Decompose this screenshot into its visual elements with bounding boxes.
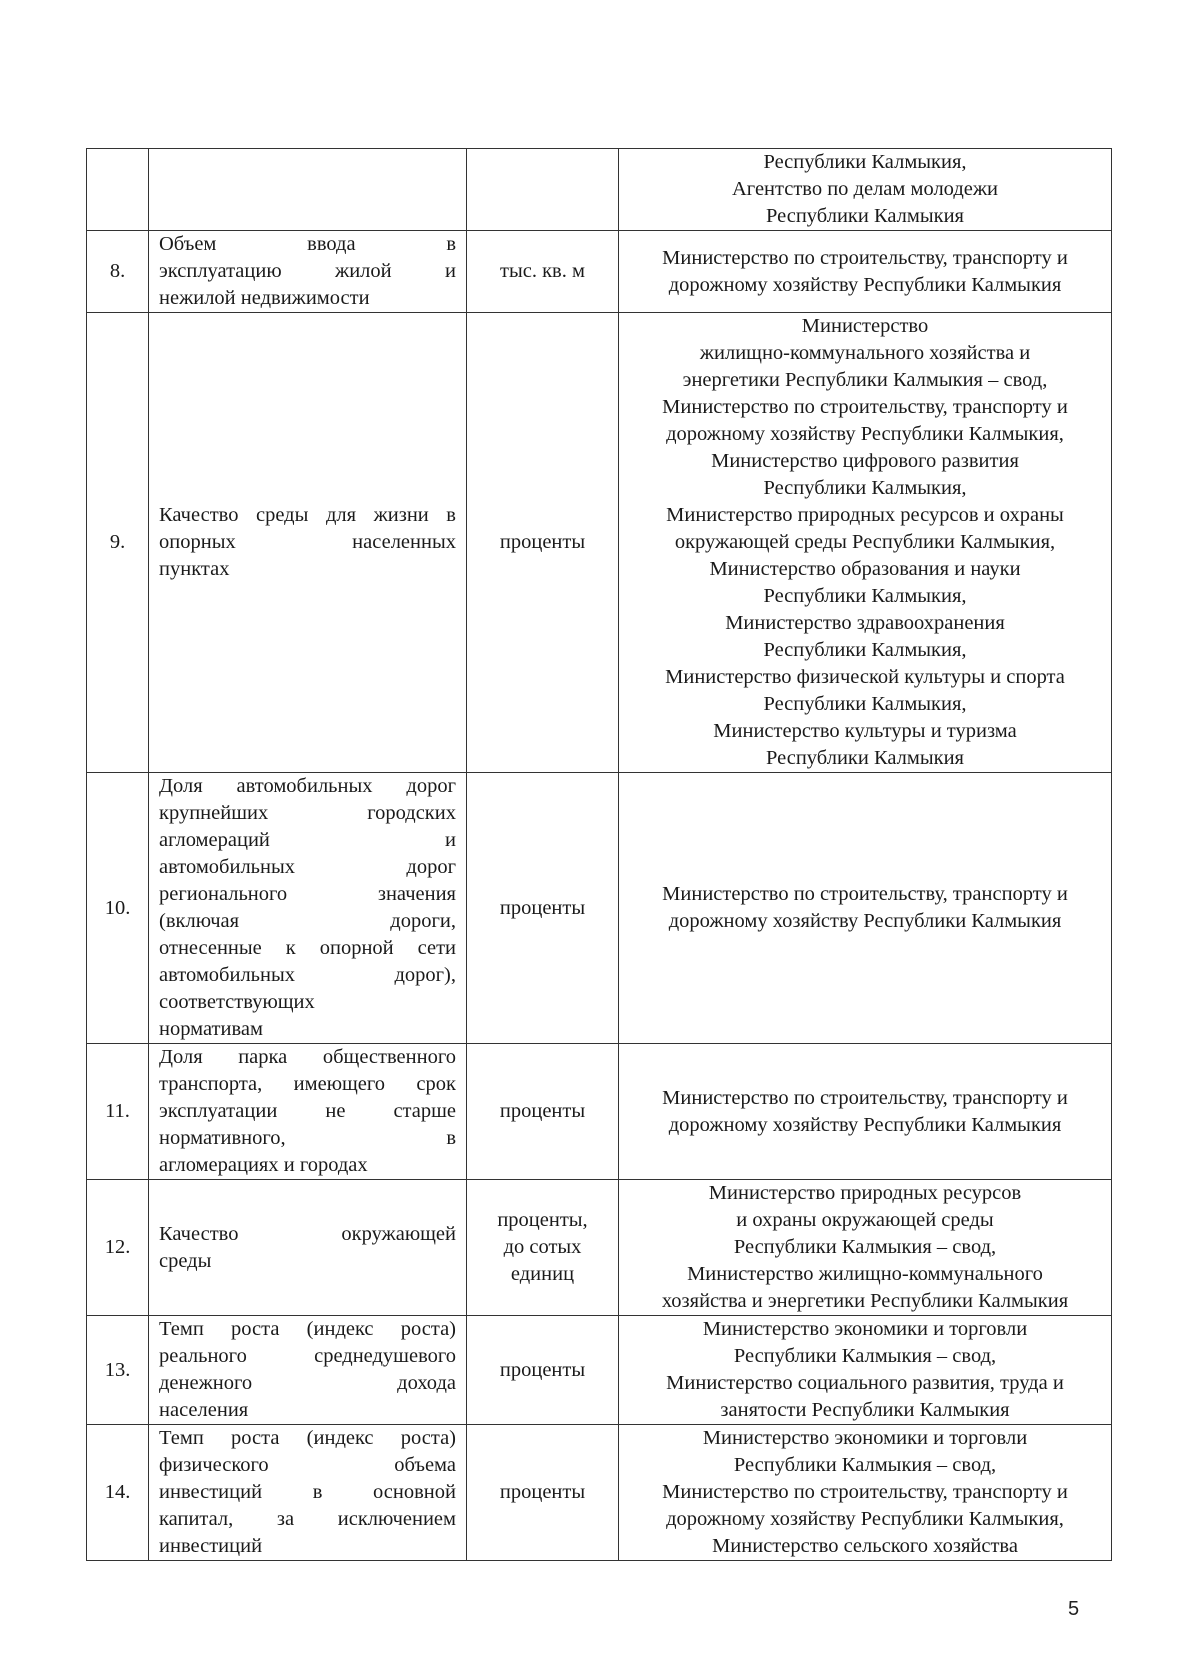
indicator-name-line: транспорта, имеющего срок: [159, 1073, 456, 1095]
unit-cell: [467, 231, 619, 313]
indicator-name-line: нормативного, в: [159, 1127, 456, 1149]
indicator-name-line: среды: [159, 1249, 212, 1272]
indicator-name-line: пунктах: [159, 558, 230, 580]
indicator-name-line: реального среднедушевого: [159, 1345, 456, 1367]
indicator-name-line: населения: [159, 1399, 249, 1421]
indicators-table: [86, 148, 1112, 1561]
indicator-name-line: агломерациях и городах: [159, 1154, 368, 1176]
responsible-authority-cell: Министерство экономики и торговли Республики Калмыкия – свод, Министерство по строительству, транспорту и дорожному хозяйству Республики Калмыкия, Министерство сельского хозяйства: [619, 1425, 1112, 1561]
indicator-name-cell: [149, 231, 467, 313]
indicator-name-line: Качество окружающей: [159, 1222, 456, 1245]
indicator-name-line: Объем ввода в: [159, 233, 456, 255]
table-row: [87, 1316, 1112, 1425]
unit-line: единиц: [510, 1263, 575, 1285]
indicator-name-line: нежилой недвижимости: [159, 287, 370, 309]
indicator-name-line: опорных населенных: [159, 531, 456, 553]
indicator-name-line: денежного дохода: [159, 1372, 456, 1394]
indicator-name-line: крупнейших городских: [159, 802, 456, 824]
responsible-authority-cell: Министерство экономики и торговли Республики Калмыкия – свод, Министерство социального развития, труда и занятости Республики Калмыкия: [619, 1316, 1112, 1425]
unit-line: проценты,: [497, 1209, 588, 1231]
row-number-cell: 11.: [87, 1044, 149, 1180]
responsible-authority-cell: Министерство по строительству, транспорту и дорожному хозяйству Республики Калмыкия: [619, 1044, 1112, 1180]
table-row: [87, 1425, 1112, 1561]
unit-line: тыс. кв. м: [500, 260, 585, 282]
indicator-name-line: автомобильных дорог: [159, 856, 456, 878]
unit-cell: [467, 773, 619, 1044]
indicator-name-line: агломераций и: [159, 829, 456, 851]
indicator-name-line: Темп роста (индекс роста): [159, 1427, 456, 1449]
indicator-name-cell: [149, 313, 467, 773]
table-row: [87, 1044, 1112, 1180]
table-row: [87, 149, 1112, 231]
row-number-cell: 13.: [87, 1316, 149, 1425]
indicator-name-line: Доля автомобильных дорог: [159, 775, 456, 797]
row-number-cell: [87, 149, 149, 231]
table-row: [87, 313, 1112, 773]
unit-cell: [467, 1180, 619, 1316]
unit-cell: [467, 1044, 619, 1180]
table-row: [87, 1180, 1112, 1316]
indicator-name-line: эксплуатации не старше: [159, 1100, 456, 1122]
unit-cell: [467, 1425, 619, 1561]
indicator-name-line: автомобильных дорог),: [159, 964, 456, 986]
indicator-name-line: физического объема: [159, 1454, 456, 1476]
indicator-name-line: (включая дороги,: [159, 910, 456, 932]
indicator-name-line: капитал, за исключением: [159, 1508, 456, 1530]
indicator-name-line: нормативам: [159, 1018, 263, 1040]
responsible-authority-cell: Министерство по строительству, транспорту и дорожному хозяйству Республики Калмыкия: [619, 773, 1112, 1044]
indicator-name-cell: [149, 773, 467, 1044]
row-number-cell: 12.: [87, 1180, 149, 1316]
indicator-name-cell: [149, 1044, 467, 1180]
indicator-name-line: отнесенные к опорной сети: [159, 937, 456, 959]
unit-line: до сотых: [503, 1236, 582, 1258]
unit-cell: [467, 149, 619, 231]
unit-line: проценты: [499, 531, 586, 553]
row-number-cell: 14.: [87, 1425, 149, 1561]
indicator-name-cell: [149, 1425, 467, 1561]
unit-line: проценты: [499, 1358, 586, 1381]
table-row: [87, 231, 1112, 313]
unit-line: проценты: [499, 896, 586, 919]
responsible-authority-cell: Республики Калмыкия, Агентство по делам молодежи Республики Калмыкия: [619, 149, 1112, 231]
unit-line: проценты: [499, 1481, 586, 1503]
indicator-name-cell: [149, 149, 467, 231]
indicator-name-line: инвестиций: [159, 1535, 263, 1557]
indicator-name-line: регионального значения: [159, 883, 456, 905]
page-number: 5: [1068, 1598, 1080, 1620]
responsible-authority-cell: Министерство природных ресурсов и охраны окружающей среды Республики Калмыкия – свод, Министерство жилищно-коммунального хозяйства и энергетики Республики Калмыкия: [619, 1180, 1112, 1316]
indicators-table-body: [87, 149, 1112, 1561]
indicator-name-line: Качество среды для жизни в: [159, 504, 456, 526]
indicator-name-line: Доля парка общественного: [159, 1046, 456, 1068]
indicator-name-line: соответствующих: [159, 991, 315, 1013]
indicator-name-cell: [149, 1316, 467, 1425]
unit-cell: [467, 1316, 619, 1425]
indicator-name-line: эксплуатацию жилой и: [159, 260, 456, 282]
indicator-name-line: инвестиций в основной: [159, 1481, 456, 1503]
indicator-name-cell: [149, 1180, 467, 1316]
responsible-authority-cell: Министерство жилищно-коммунального хозяйства и энергетики Республики Калмыкия – свод, Министерство по строительству, транспорту и дорожному хозяйству Республики Калмыкия, Министерство цифрового развития Республики Калмыкия, Министерство природных ресурсов и охраны окружающей среды Республики Калмыкия, Министерство образования и науки Республики Калмыкия, Министерство здравоохранения Республики Калмыкия, Министерство физической культуры и спорта Республики Калмыкия, Министерство культуры и туризма Республики Калмыкия: [619, 313, 1112, 773]
table-row: [87, 773, 1112, 1044]
row-number-cell: 9.: [87, 313, 149, 773]
unit-cell: [467, 313, 619, 773]
responsible-authority-cell: Министерство по строительству, транспорту и дорожному хозяйству Республики Калмыкия: [619, 231, 1112, 313]
row-number-cell: 8.: [87, 231, 149, 313]
indicator-name-line: Темп роста (индекс роста): [159, 1318, 456, 1340]
unit-line: проценты: [499, 1100, 586, 1122]
row-number-cell: 10.: [87, 773, 149, 1044]
